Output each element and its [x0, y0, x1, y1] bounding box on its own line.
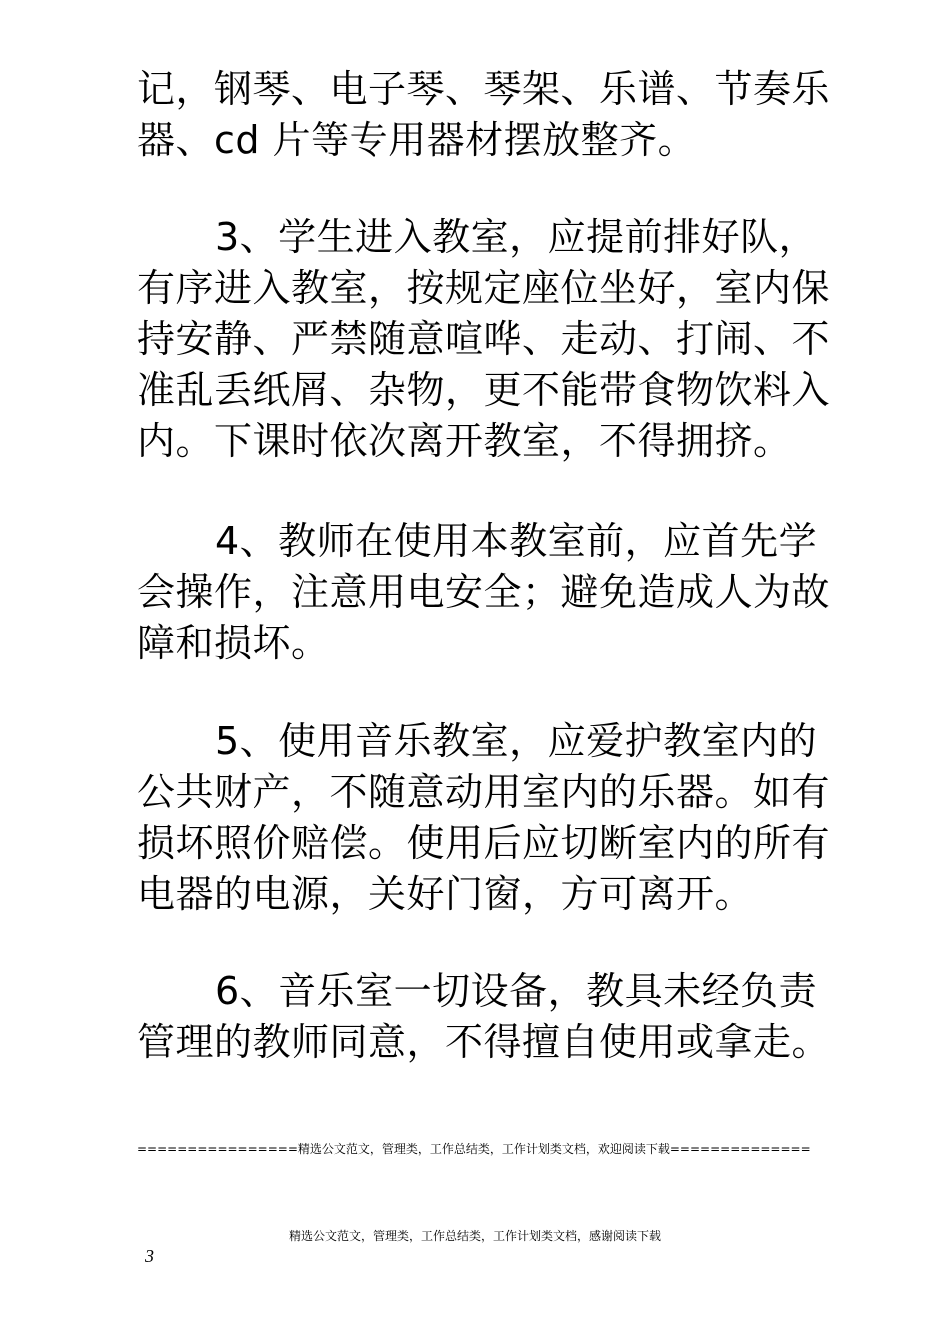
- separator-banner: ================精选公文范文，管理类，工作总结类，工作计划类文档，欢迎阅读下载==============: [137, 1142, 811, 1156]
- paragraph-equipment: 记，钢琴、电子琴、琴架、乐谱、节奏乐器、cd 片等专用器材摆放整齐。: [137, 67, 831, 162]
- page-number: 3: [145, 1246, 154, 1266]
- paragraph-rule-6: 6、音乐室一切设备，教具未经负责管理的教师同意，不得擅自使用或拿走。: [137, 969, 831, 1064]
- page-footer: 精选公文范文，管理类，工作总结类，工作计划类文档，感谢阅读下载: [288, 1229, 661, 1243]
- paragraph-rule-4: 4、教师在使用本教室前，应首先学会操作，注意用电安全；避免造成人为故障和损坏。: [137, 519, 831, 665]
- paragraph-rule-5: 5、使用音乐教室，应爱护教室内的公共财产，不随意动用室内的乐器。如有损坏照价赔偿。使用后应切断室内的所有电器的电源，关好门窗，方可离开。: [137, 719, 831, 916]
- paragraph-rule-3: 3、学生进入教室，应提前排好队，有序进入教室，按规定座位坐好，室内保持安静、严禁随意喧哗、走动、打闹、不准乱丢纸屑、杂物，更不能带食物饮料入内。下课时依次离开教室，不得拥挤。: [137, 215, 831, 463]
